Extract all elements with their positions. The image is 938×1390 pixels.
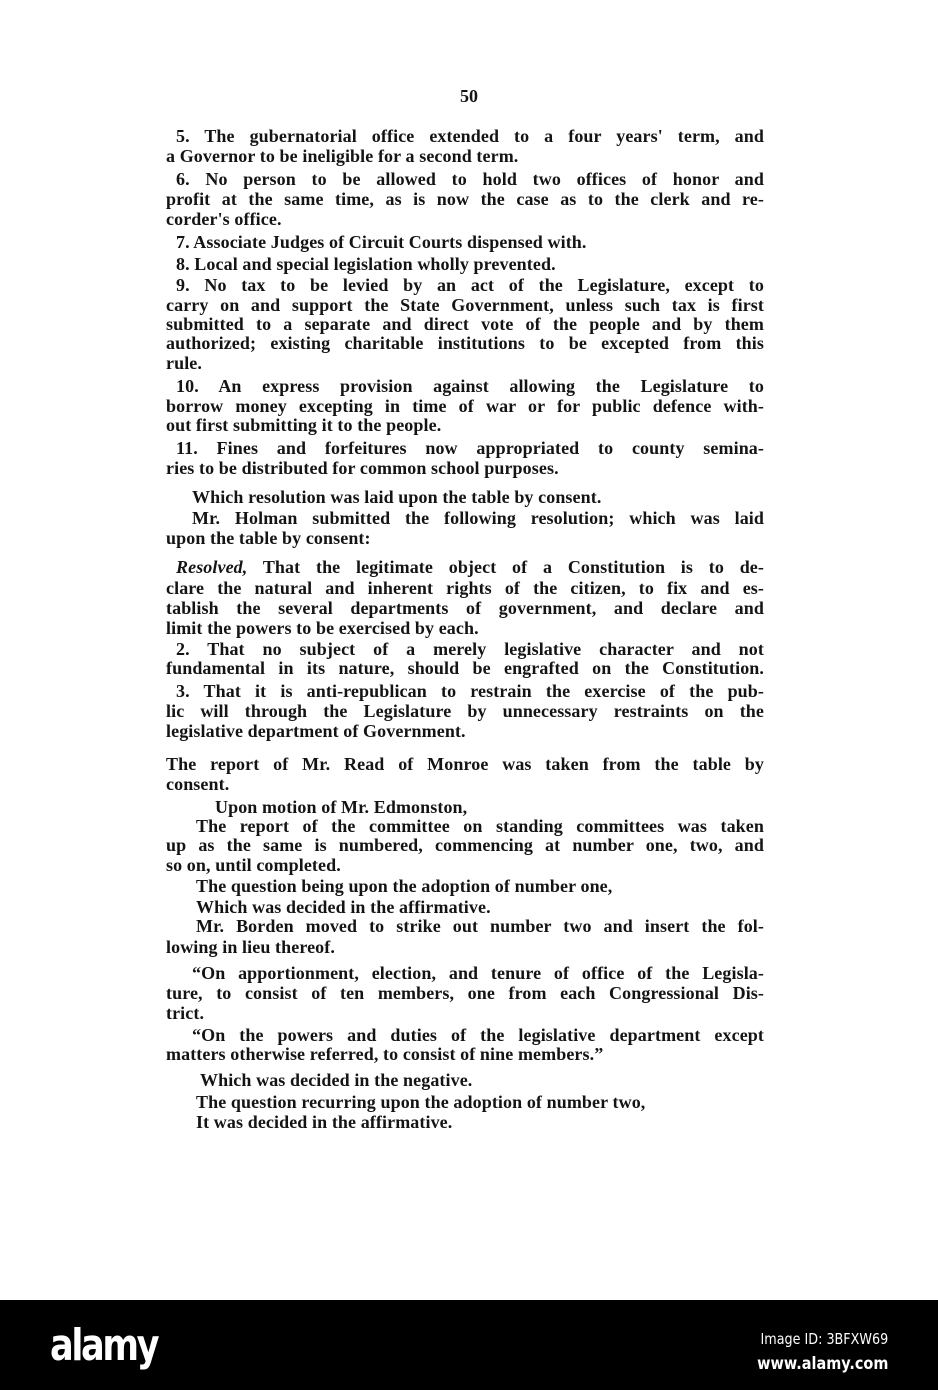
text-line: tablish the several departments of government, and declare and <box>166 598 764 618</box>
text-line: 11. Fines and forfeitures now appropriated to county semina- <box>176 438 764 458</box>
text-line: up as the same is numbered, commencing at number one, two, and <box>166 835 764 855</box>
text-line: Which was decided in the negative. <box>200 1070 473 1090</box>
text-line: 5. The gubernatorial office extended to a four years' term, and <box>176 126 764 146</box>
text-line: consent. <box>166 774 230 794</box>
text-line: ries to be distributed for common school purposes. <box>166 458 559 478</box>
text-line: a Governor to be ineligible for a second term. <box>166 146 519 166</box>
text-line: “On apportionment, election, and tenure of office of the Legisla- <box>192 963 764 983</box>
text-line: 3. That it is anti-republican to restrain the exercise of the pub- <box>176 681 764 701</box>
alamy-logo: alamy <box>50 1320 158 1371</box>
text-line: 8. Local and special legislation wholly prevented. <box>176 254 556 274</box>
resolved-word: Resolved, <box>176 557 248 577</box>
text-line: lic will through the Legislature by unnecessary restraints on the <box>166 701 764 721</box>
text-line: lowing in lieu thereof. <box>166 937 335 957</box>
text-line: 7. Associate Judges of Circuit Courts dispensed with. <box>176 232 587 252</box>
image-id: Image ID: 3BFXW69 <box>760 1330 888 1348</box>
text-line: fundamental in its nature, should be engrafted on the Constitution. <box>166 658 764 678</box>
watermark-url: www.alamy.com <box>756 1354 888 1374</box>
text-line: “On the powers and duties of the legislative department except <box>192 1025 764 1045</box>
text-line: 10. An express provision against allowing the Legislature to <box>176 376 764 396</box>
text-line: 9. No tax to be levied by an act of the Legislature, except to <box>176 275 764 295</box>
text-line <box>176 557 764 577</box>
text-line: profit at the same time, as is now the case as to the clerk and re- <box>166 189 764 209</box>
page-number: 50 <box>460 86 478 106</box>
text-line: so on, until completed. <box>166 855 341 875</box>
text-line: 2. That no subject of a merely legislative character and not <box>176 639 764 659</box>
text-line: submitted to a separate and direct vote of the people and by them <box>166 314 764 334</box>
text-line: trict. <box>166 1003 205 1023</box>
text-line: matters otherwise referred, to consist of nine members.” <box>166 1044 604 1064</box>
text-line: rule. <box>166 353 202 373</box>
text-line: carry on and support the State Government, unless such tax is first <box>166 295 764 315</box>
text-line: The report of the committee on standing committees was taken <box>196 816 764 836</box>
text-line: corder's office. <box>166 209 282 229</box>
text-line: 6. No person to be allowed to hold two offices of honor and <box>176 169 764 189</box>
text-line: Which resolution was laid upon the table by consent. <box>192 487 602 507</box>
text-line: ture, to consist of ten members, one from each Congressional Dis- <box>166 983 764 1003</box>
text-line: limit the powers to be exercised by each. <box>166 618 479 638</box>
text-line: out first submitting it to the people. <box>166 415 442 435</box>
text-line: Upon motion of Mr. Edmonston, <box>215 797 468 817</box>
text-line: Mr. Holman submitted the following resolution; which was laid <box>192 508 764 528</box>
text-line: upon the table by consent: <box>166 528 371 548</box>
text-line: borrow money excepting in time of war or for public defence with- <box>166 396 764 416</box>
text-line-content: That the legitimate object of a Constitution is to de- <box>262 557 764 577</box>
watermark-bar <box>0 1300 938 1390</box>
text-line: It was decided in the affirmative. <box>196 1112 453 1132</box>
text-line: The report of Mr. Read of Monroe was taken from the table by <box>166 754 764 774</box>
text-line: legislative department of Government. <box>166 721 466 741</box>
text-line: Which was decided in the affirmative. <box>196 897 491 917</box>
text-line: The question being upon the adoption of number one, <box>196 876 613 896</box>
text-line: Mr. Borden moved to strike out number two and insert the fol- <box>196 916 764 936</box>
text-line: authorized; existing charitable institutions to be excepted from this <box>166 333 764 353</box>
text-line: clare the natural and inherent rights of the citizen, to fix and es- <box>166 578 764 598</box>
text-line: The question recurring upon the adoption of number two, <box>196 1092 646 1112</box>
